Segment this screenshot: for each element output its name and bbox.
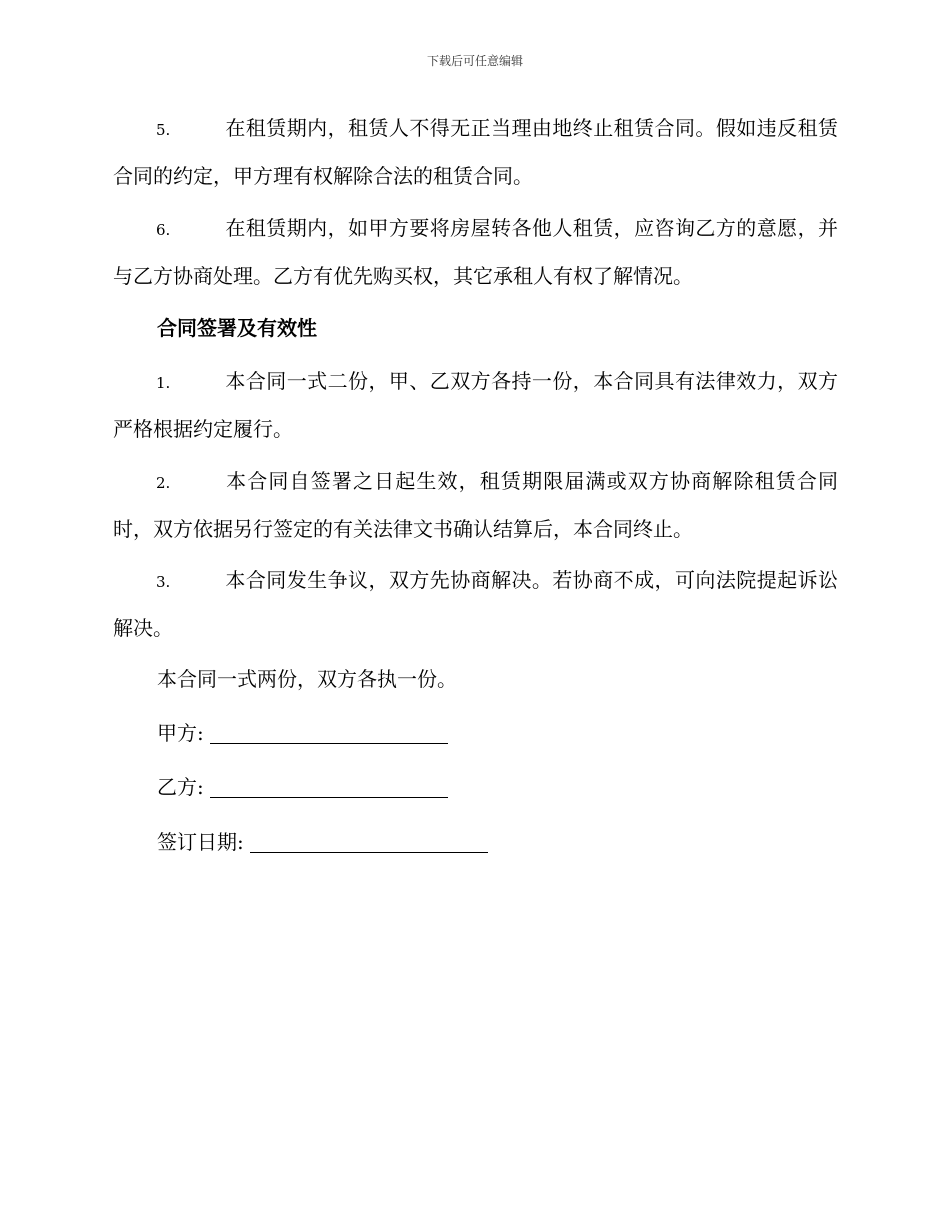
signature-label: 乙方: — [157, 775, 204, 799]
signature-blank-line — [210, 796, 448, 798]
clause-number: 6. — [156, 221, 171, 239]
clause-5 — [113, 105, 838, 199]
signature-party-a — [157, 719, 448, 747]
clause-3 — [113, 557, 838, 651]
clause-number: 2. — [156, 474, 171, 492]
clause-number: 5. — [156, 121, 171, 139]
copies-note: 本合同一式两份，双方各执一份。 — [157, 667, 457, 691]
clause-text: 本合同发生争议，双方先协商解决。若协商不成，可向法院提起诉讼解决。 — [113, 568, 838, 640]
signature-date — [157, 828, 488, 856]
page-header-note: 下载后可任意编辑 — [426, 54, 523, 68]
clause-text: 本合同一式二份，甲、乙双方各持一份，本合同具有法律效力，双方严格根据约定履行。 — [113, 369, 838, 441]
clause-number: 3. — [156, 573, 171, 591]
section-title: 合同签署及有效性 — [157, 316, 317, 340]
clause-6 — [113, 205, 838, 299]
clause-1 — [113, 358, 838, 452]
clause-text: 在租赁期内，如甲方要将房屋转各他人租赁，应咨询乙方的意愿，并与乙方协商处理。乙方有优先购买权，其它承租人有权了解情况。 — [113, 216, 838, 288]
signature-blank-line — [250, 851, 488, 853]
signature-label: 签订日期: — [157, 830, 244, 854]
clause-2 — [113, 458, 838, 552]
signature-label: 甲方: — [157, 721, 204, 745]
clause-text: 本合同自签署之日起生效，租赁期限届满或双方协商解除租赁合同时，双方依据另行签定的有关法律文书确认结算后，本合同终止。 — [113, 469, 838, 541]
signature-blank-line — [210, 742, 448, 744]
clause-number: 1. — [156, 374, 171, 392]
clause-text: 在租赁期内，租赁人不得无正当理由地终止租赁合同。假如违反租赁合同的约定，甲方理有权解除合法的租赁合同。 — [113, 116, 838, 188]
signature-party-b — [157, 773, 448, 801]
